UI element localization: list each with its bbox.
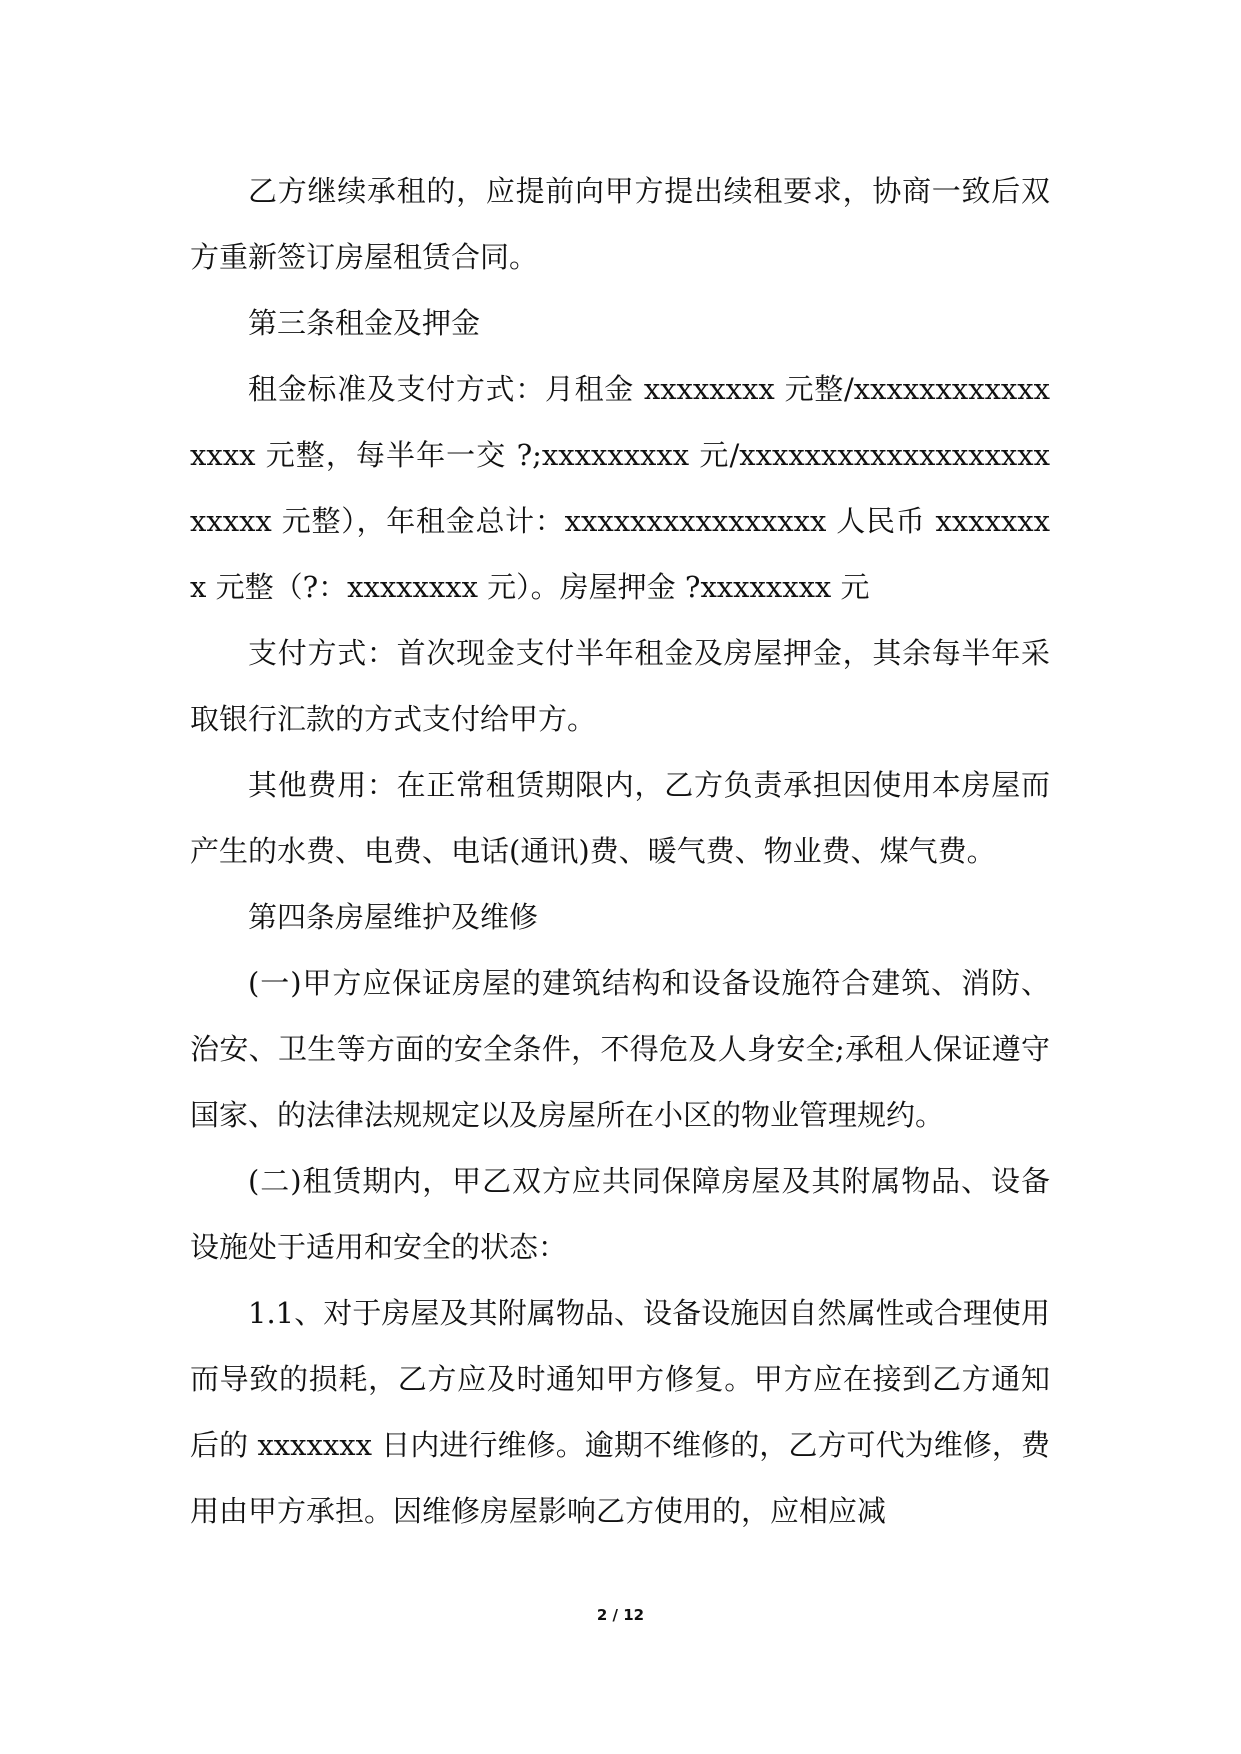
- document-body: [190, 158, 1050, 1544]
- paragraph-clause-two: (二)租赁期内，甲乙双方应共同保障房屋及其附属物品、设备设施处于适用和安全的状态：: [190, 1164, 1050, 1264]
- section-heading-maintenance: 第四条房屋维护及维修: [248, 900, 539, 934]
- paragraph-renewal: 乙方继续承租的，应提前向甲方提出续租要求，协商一致后双方重新签订房屋租赁合同。: [190, 174, 1050, 274]
- paragraph-rent-standard: 租金标准及支付方式：月租金 xxxxxxxx 元整/xxxxxxxxxxxxxxxx 元整，每半年一交 ?;xxxxxxxxx 元/xxxxxxxxxxxxxxxxxxxxxxxx 元整），年租金总计：xxxxxxxxxxxxxxxx 人民币 xxxxxxxx 元整（?：xxxxxxxx 元）。房屋押金 ?xxxxxxxx 元: [190, 372, 1050, 604]
- paragraph-other-fees: 其他费用：在正常租赁期限内，乙方负责承担因使用本房屋而产生的水费、电费、电话(通讯)费、暖气费、物业费、煤气费。: [190, 768, 1050, 868]
- paragraph-payment-method: 支付方式：首次现金支付半年租金及房屋押金，其余每半年采取银行汇款的方式支付给甲方。: [190, 636, 1050, 736]
- paragraph-clause-1-1: 1.1、对于房屋及其附属物品、设备设施因自然属性或合理使用而导致的损耗，乙方应及时通知甲方修复。甲方应在接到乙方通知后的 xxxxxxx 日内进行维修。逾期不维修的，乙方可代为维修，费用由甲方承担。因维修房屋影响乙方使用的，应相应减: [190, 1296, 1050, 1528]
- paragraph-clause-one: (一)甲方应保证房屋的建筑结构和设备设施符合建筑、消防、治安、卫生等方面的安全条件，不得危及人身安全;承租人保证遵守国家、的法律法规规定以及房屋所在小区的物业管理规约。: [190, 966, 1050, 1132]
- section-heading-rent-deposit: 第三条租金及押金: [248, 306, 481, 340]
- page-number: 2 / 12: [596, 1606, 645, 1624]
